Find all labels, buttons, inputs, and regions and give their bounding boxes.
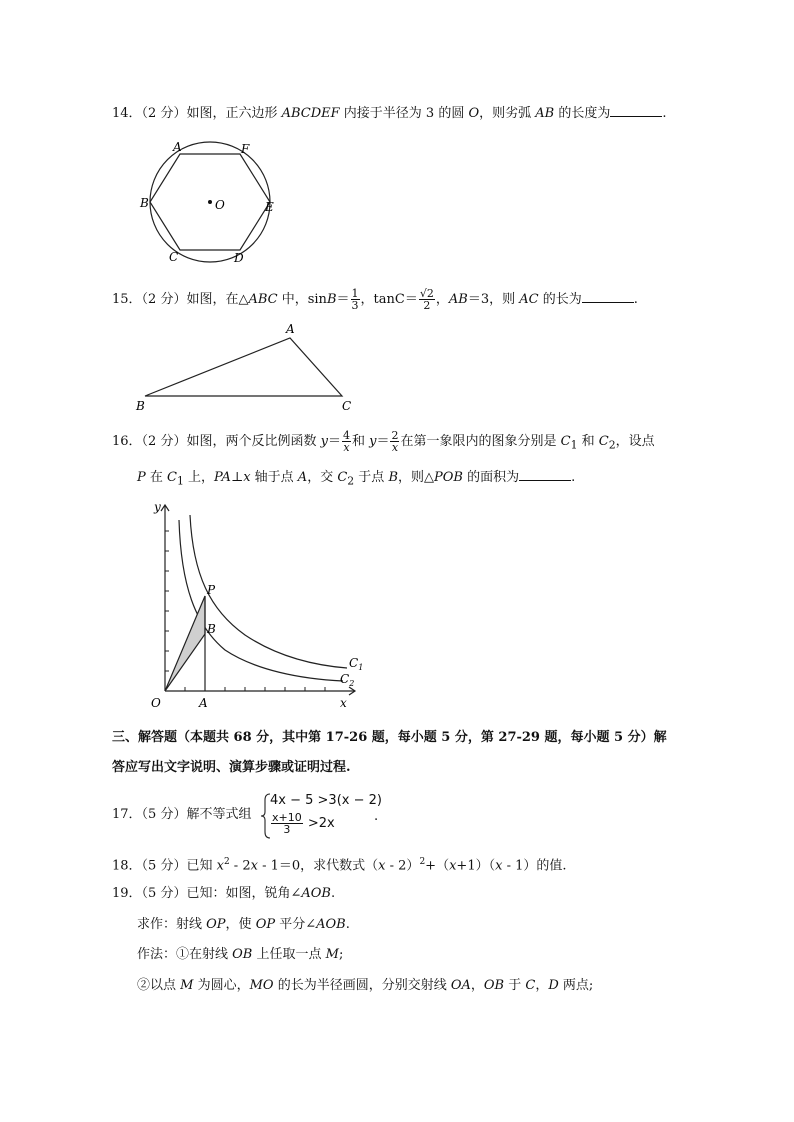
q14-label-f: F bbox=[241, 142, 250, 156]
q19-text: 为圆心， bbox=[193, 978, 250, 993]
q18-line bbox=[112, 853, 567, 875]
q17-frac-num: x+10 bbox=[272, 811, 302, 824]
q15-sin-num: 1 bbox=[351, 287, 359, 300]
q14-label-e: E bbox=[265, 200, 274, 214]
q15-equals: ＝ bbox=[404, 292, 418, 307]
q16-y: y bbox=[320, 434, 328, 449]
q18-sup: 2 bbox=[419, 857, 426, 867]
q16-c2-sub: 2 bbox=[347, 474, 355, 488]
q18-text: +（ bbox=[425, 858, 450, 874]
q16-c1-sub: 1 bbox=[176, 474, 184, 488]
q16-text: 和 bbox=[351, 434, 370, 449]
q17-fraction bbox=[271, 812, 303, 835]
q15-answer-blank bbox=[582, 290, 634, 303]
q16-triangle-pob-shape bbox=[165, 596, 205, 691]
q19-text: 两点; bbox=[558, 978, 594, 993]
q16-c2-sub: 2 bbox=[608, 438, 616, 452]
q19-text: 的长为半径画圆，分别交射线 bbox=[273, 978, 451, 993]
q16-score: （2 分） bbox=[141, 434, 187, 449]
q15-angle-c: C bbox=[394, 292, 405, 307]
q16-label-x: x bbox=[340, 696, 347, 710]
q18-number: 18． bbox=[112, 858, 142, 874]
q16-text: ，设点 bbox=[615, 434, 655, 449]
q16-label-a: A bbox=[199, 696, 208, 710]
q14-text: ，则劣弧 bbox=[479, 106, 536, 121]
q16-line1 bbox=[112, 430, 655, 455]
q14-text: 的长度为 bbox=[554, 106, 611, 121]
q15-text: 如图，在△ bbox=[186, 292, 249, 307]
q18-x: x bbox=[495, 858, 503, 874]
q19-segment: MO bbox=[249, 978, 274, 993]
section3-heading-line2: 答应写出文字说明、演算步骤或证明过程. bbox=[112, 760, 351, 775]
q19-point: M bbox=[325, 947, 339, 962]
q16-fraction-2 bbox=[390, 430, 399, 453]
q16-text: 上， bbox=[183, 470, 214, 485]
q14-hexagon-figure bbox=[135, 135, 295, 270]
q18-score: （5 分） bbox=[141, 858, 187, 874]
q18-sup: 2 bbox=[223, 857, 230, 867]
q19-line3 bbox=[137, 946, 343, 964]
q15-tan-den: 2 bbox=[423, 299, 431, 312]
q19-score: （5 分） bbox=[141, 886, 187, 901]
q16-point-b: B bbox=[388, 470, 398, 485]
q17-lead bbox=[112, 806, 251, 824]
q17-text: 解不等式组 bbox=[186, 807, 252, 822]
q16-label-o: O bbox=[151, 696, 161, 710]
q16-c1: C bbox=[167, 470, 177, 485]
q19-line2 bbox=[137, 916, 350, 934]
q18-x: x bbox=[250, 858, 258, 874]
q19-line4 bbox=[137, 977, 593, 995]
q15-segment-ac: AC bbox=[519, 292, 539, 307]
q19-angle: AOB bbox=[316, 917, 346, 932]
q16-f1-num: 4 bbox=[342, 429, 350, 442]
q16-equals: ＝ bbox=[376, 434, 390, 449]
q18-text: +1）（ bbox=[456, 858, 496, 874]
q14-score: （2 分） bbox=[141, 106, 187, 121]
q16-label-c1: $C_1$ bbox=[349, 656, 364, 672]
q15-angle-b: B bbox=[326, 292, 337, 307]
q17-inequality-2 bbox=[270, 812, 335, 835]
q19-text: ②以点 bbox=[137, 978, 181, 993]
q14-number: 14． bbox=[112, 106, 142, 121]
q19-ray: OB bbox=[483, 978, 505, 993]
section3-heading-line1: 三、解答题（本题共 68 分，其中第 17-26 题，每小题 5 分，第 27-29 题，每小题 5 分）解 bbox=[112, 730, 667, 745]
q16-answer-blank bbox=[519, 468, 571, 481]
q19-ray: OP bbox=[206, 917, 226, 932]
q16-label-c2: $C_2$ bbox=[340, 672, 355, 688]
q16-equals: ＝ bbox=[327, 434, 341, 449]
q19-angle: AOB bbox=[301, 886, 331, 901]
q18-text: - 1＝0，求代数式（ bbox=[257, 858, 379, 874]
q18-x: x bbox=[378, 858, 386, 874]
q16-y: y bbox=[369, 434, 377, 449]
q19-text: ， bbox=[535, 978, 549, 993]
q17-end: . bbox=[374, 809, 379, 824]
q16-number: 16． bbox=[112, 434, 142, 449]
q16-point-p: P bbox=[137, 470, 146, 485]
q16-text: 在 bbox=[145, 470, 168, 485]
q16-text: ，则△ bbox=[398, 470, 434, 485]
q19-ray: OB bbox=[232, 947, 253, 962]
q17-frac-den: 3 bbox=[283, 823, 291, 836]
q16-f2-num: 2 bbox=[391, 429, 399, 442]
q15-number: 15． bbox=[112, 292, 142, 307]
q15-tan-fraction bbox=[419, 288, 435, 311]
q15-segment-ab: AB bbox=[448, 292, 468, 307]
q16-graph-figure bbox=[135, 495, 365, 717]
q19-text: ， bbox=[470, 978, 484, 993]
q16-c1-sub: 1 bbox=[570, 438, 578, 452]
q19-text: . bbox=[345, 917, 350, 932]
q17-number: 17． bbox=[112, 807, 142, 822]
q16-label-y: y bbox=[154, 500, 161, 514]
q16-segment-pa: PA bbox=[214, 470, 231, 485]
q15-triangle-figure bbox=[130, 318, 360, 413]
q14-label-d: D bbox=[234, 251, 244, 265]
q16-c2: C bbox=[598, 434, 609, 449]
q15-text: ， bbox=[435, 292, 449, 307]
q19-number: 19． bbox=[112, 886, 142, 901]
q17-ineq2-tail: >2x bbox=[303, 816, 335, 831]
q15-sin-den: 3 bbox=[351, 299, 359, 312]
q15-tan-num: √2 bbox=[419, 287, 434, 300]
q14-label-b: B bbox=[140, 196, 149, 210]
q16-line2 bbox=[137, 468, 575, 491]
q19-text: . bbox=[330, 886, 336, 901]
q16-x: x bbox=[243, 470, 251, 485]
q15-text: ，tan bbox=[360, 292, 395, 307]
q14-circle-name: O bbox=[468, 106, 480, 121]
q19-text: 平分∠ bbox=[275, 917, 317, 932]
q15-sin-fraction bbox=[351, 288, 360, 311]
q14-shape: ABCDEF bbox=[281, 106, 340, 121]
q16-text: 如图，两个反比例函数 bbox=[186, 434, 321, 449]
q19-text: ; bbox=[338, 947, 344, 962]
q19-text: 于 bbox=[504, 978, 526, 993]
q14-end: . bbox=[662, 106, 667, 121]
q18-text: 已知 bbox=[186, 858, 217, 874]
q19-point: M bbox=[180, 978, 194, 993]
q16-label-p: P bbox=[207, 583, 216, 597]
q14-text: 内接于半径为 3 的圆 bbox=[339, 106, 469, 121]
q15-end: . bbox=[633, 292, 638, 307]
q16-text: ，交 bbox=[307, 470, 338, 485]
q16-text: 和 bbox=[577, 434, 599, 449]
q15-label-b: B bbox=[136, 399, 145, 413]
q14-label-c: C bbox=[169, 250, 179, 264]
q14-line bbox=[112, 104, 667, 123]
q15-triangle bbox=[145, 338, 342, 396]
q14-answer-blank bbox=[610, 104, 662, 117]
q14-center-dot bbox=[208, 200, 212, 204]
q18-x: x bbox=[449, 858, 457, 874]
q18-text: - 2） bbox=[385, 858, 420, 874]
q15-text: 的长为 bbox=[538, 292, 582, 307]
q16-axis-ticks bbox=[165, 531, 325, 691]
q19-text: 已知：如图，锐角∠ bbox=[186, 886, 302, 901]
q19-text: ，使 bbox=[225, 917, 256, 932]
q18-x: x bbox=[216, 858, 224, 874]
q19-ray: OP bbox=[255, 917, 276, 932]
q15-score: （2 分） bbox=[141, 292, 187, 307]
q16-end: . bbox=[571, 470, 576, 485]
q15-label-a: A bbox=[286, 322, 295, 336]
q19-point: C bbox=[525, 978, 536, 993]
q14-label-o: O bbox=[215, 198, 225, 212]
q16-f2-den: x bbox=[391, 441, 399, 454]
q19-text: 作法：①在射线 bbox=[137, 947, 233, 962]
q16-f1-den: x bbox=[343, 441, 350, 454]
q16-label-b: B bbox=[207, 622, 216, 636]
q19-line1 bbox=[112, 885, 335, 903]
q16-c1: C bbox=[560, 434, 571, 449]
q18-text: - 2 bbox=[229, 858, 251, 874]
q16-text: 于点 bbox=[354, 470, 389, 485]
q15-triangle-name: ABC bbox=[248, 292, 278, 307]
q14-text: 如图，正六边形 bbox=[186, 106, 282, 121]
q15-line bbox=[112, 288, 638, 311]
q16-text: 的面积为 bbox=[462, 470, 520, 485]
q16-text: 在第一象限内的图象分别是 bbox=[400, 434, 561, 449]
q15-label-c: C bbox=[342, 399, 352, 413]
q16-fraction-1 bbox=[342, 430, 351, 453]
q16-text: 轴于点 bbox=[250, 470, 298, 485]
q15-text: 中，sin bbox=[277, 292, 327, 307]
q15-equals: ＝ bbox=[336, 292, 350, 307]
q19-text: 上任取一点 bbox=[252, 947, 326, 962]
q17-inequality-1: 4x − 5 >3(x − 2) bbox=[270, 793, 382, 808]
q18-text: - 1）的值. bbox=[502, 858, 567, 874]
q14-arc-name: AB bbox=[535, 106, 555, 121]
q15-text: ＝3，则 bbox=[467, 292, 520, 307]
q16-c2: C bbox=[337, 470, 348, 485]
q14-label-a: A bbox=[173, 140, 182, 154]
q16-perp: ⊥ bbox=[230, 470, 244, 485]
q19-ray: OA bbox=[450, 978, 471, 993]
q16-triangle-pob: POB bbox=[434, 470, 463, 485]
q17-score: （5 分） bbox=[141, 807, 187, 822]
q19-text: 求作：射线 bbox=[137, 917, 207, 932]
q19-point: D bbox=[548, 978, 559, 993]
q16-point-a: A bbox=[297, 470, 308, 485]
